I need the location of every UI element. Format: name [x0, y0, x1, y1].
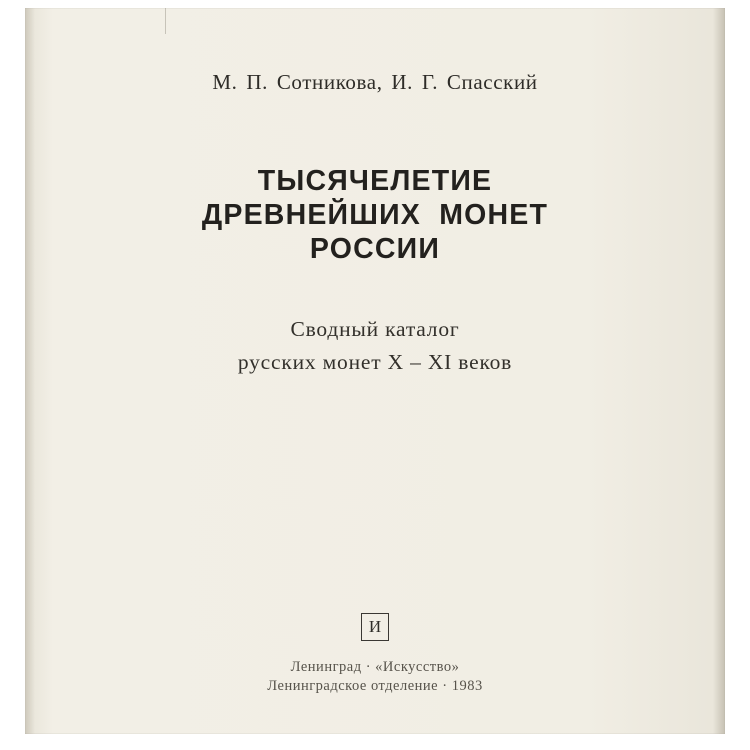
- imprint-line-2: Ленинградское отделение · 1983: [267, 678, 483, 694]
- imprint-block: [25, 658, 725, 696]
- book-subtitle: [25, 313, 725, 379]
- book-title-line-1: ТЫСЯЧЕЛЕТИЕ: [257, 165, 493, 197]
- book-subtitle-line-1: Сводный каталог: [290, 317, 460, 341]
- book-title-line-2: ДРЕВНЕЙШИХ МОНЕТ: [201, 199, 549, 231]
- publisher-logo-box: [361, 613, 389, 641]
- book-title-line-3: РОССИИ: [309, 233, 441, 265]
- publisher-logo: [25, 613, 725, 646]
- publisher-logo-letter-icon: И: [368, 617, 382, 636]
- book-subtitle-line-2: русских монет X – XI веков: [237, 350, 513, 374]
- imprint-line-1: Ленинград · «Искусство»: [290, 659, 460, 675]
- book-title-page: [25, 8, 725, 734]
- title-page-content: [25, 8, 725, 734]
- authors-line: М. П. Сотникова, И. Г. Спасский: [212, 70, 538, 94]
- book-title: [25, 164, 725, 266]
